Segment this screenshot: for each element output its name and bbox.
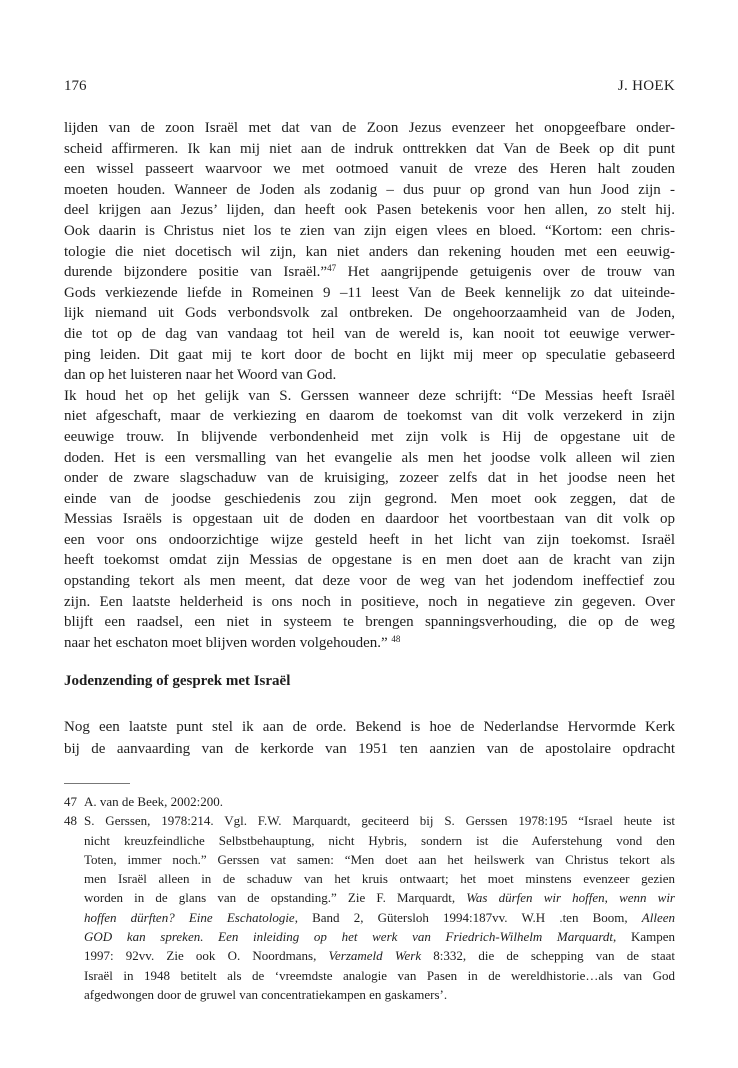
text-segment: einde van de joodse geschiedenis zou zijn gegrond. Men moet ook zeggen, dat de [64,490,675,507]
footnotes [64,792,675,1004]
text-line [64,386,675,407]
text-segment: worden in de glans van de opstanding.” Zie F. Marquardt, [84,890,467,906]
text-segment: Ook daarin is Christus niet los te zien van zijn eigen vlees en bloed. “Kortom: een chris- [64,222,675,239]
text-segment: men Israël alleen in de schaduw van het kruis ontwaart; het moet minstens evenzeer gezien [84,871,675,887]
text-segment: Messias Israëls is opgestaan uit de doden en daardoor het voortbestaan van dit volk op [64,511,675,528]
text-line [64,448,675,469]
footnote-ref[interactable]: 47 [327,263,337,274]
text-segment: 1997: 92vv. Zie ook O. Noordmans, [84,948,329,964]
text-line [84,985,675,1004]
text-line [64,159,675,180]
text-line [64,262,675,283]
text-segment: doden. Het is een versmalling van het evangelie als men het joodse volk alleen wil zien [64,449,675,466]
text-line [64,612,675,633]
text-line [64,716,675,738]
text-segment: durende bijzondere positie van Israël.” [64,264,328,281]
text-line [64,283,675,304]
text-segment: afgedwongen door de gruwel van concentratiekampen en gaskamers’. [84,986,448,1002]
text-line [84,966,675,985]
text-line [64,221,675,242]
text-segment: ping leiden. Dit gaat mij te kort door de bocht en lijkt mij meer op speculatie gebaseerd [64,346,675,363]
text-line [64,571,675,592]
page-number: 176 [64,78,87,94]
italic-text: GOD kan spreken. Een inleiding op het werk van Friedrich-Wilhelm Marquardt [84,929,614,945]
text-line [84,927,675,946]
text-segment: eeuwige trouw. In blijvende verbondenheid met zijn volk is Hij de opgestane uit de [64,428,675,445]
footnote-ref[interactable]: 48 [391,633,401,644]
text-segment: , Band 2, Gütersloh 1994:187vv. W.H .ten Boom, [294,909,642,925]
italic-text: Alleen [641,909,675,925]
section-heading: Jodenzending of gesprek met Israël [64,673,291,689]
text-segment: S. Gerssen, 1978:214. Vgl. F.W. Marquardt, geciteerd bij S. Gerssen 1978:195 “Israel heute ist [84,813,675,829]
italic-text: Verzameld Werk [328,948,422,964]
text-segment: een voor ons ondoorzichtige wijze gesteld heeft in het licht van zijn toekomst. Israël [64,531,675,548]
text-line [64,242,675,263]
text-line [64,118,675,139]
text-segment: 8:332, die de schepping van de staat [421,948,676,964]
text-line [64,509,675,530]
text-segment: dan op het luisteren naar het Woord van God. [64,367,337,384]
running-head: J. HOEK [617,78,675,94]
text-line [84,908,675,927]
text-segment: , Kampen [613,929,675,945]
text-line [84,811,675,830]
body-text [64,118,675,653]
text-line [64,345,675,366]
text-segment: bij de aanvaarding van de kerkorde van 1951 ten aanzien van de apostolaire opdracht [64,741,675,757]
text-segment: Israël in 1948 betitelt als de ‘vreemdste analogie van Pasen in de wereldhistorie…als van God [84,967,675,983]
text-line [64,365,675,386]
text-line [64,180,675,201]
text-line [84,946,675,965]
text-line [64,406,675,427]
text-segment: onder de zware slagschaduw van de kruisiging, zozeer zelfs dat in het joodse neen het [64,470,675,487]
text-line [64,324,675,345]
text-line [64,468,675,489]
footnote-number: 47 [64,794,77,809]
italic-text: Was dürfen wir hoffen, wenn wir [466,890,675,906]
text-segment: niet afgeschaft, maar de verkiezing en daarom de toekomst van dit volk verzekerd in zijn [64,408,675,425]
text-segment: scheid affirmeren. Ik kan mij niet aan de indruk onttrekken dat Van de Beek op dit punt [64,140,675,157]
text-segment: A. van de Beek, 2002:200. [84,794,224,809]
text-line [64,738,675,760]
text-segment: moeten houden. Wanneer de Joden als zodanig – dus puur op grond van hun Jood zijn - [64,181,675,198]
text-line [84,831,675,850]
text-segment: deel krijgen aan Jezus’ lijden, dan heeft ook Pasen betekenis voor hen allen, zo stelt hij. [64,202,675,219]
text-segment: lijk niemand uit Gods verbondsvolk zal ontbreken. De ongehoorzaamheid van de Joden, [64,305,675,322]
text-segment: heeft toekomst omdat zijn Messias de opgestane is en men doet aan de kracht van zijn [64,552,675,569]
text-line [84,850,675,869]
footnote-separator [64,783,130,784]
body-text-continued [64,716,675,760]
text-line [64,139,675,160]
footnote [64,792,675,811]
text-segment: een wissel passeert waarvoor we met ootmoed vanuit de vreze des Heren halt zouden [64,161,675,178]
text-segment: naar het eschaton moet blijven worden volgehouden.” [64,634,392,651]
text-line [64,427,675,448]
text-line [64,633,675,654]
text-line [84,888,675,907]
text-segment: lijden van de zoon Israël met dat van de Zoon Jezus evenzeer het onopgeefbare onder- [64,120,675,136]
footnote-number: 48 [64,813,77,829]
text-line [64,303,675,324]
italic-text: hoffen dürften? Eine Eschatologie [84,909,295,925]
text-segment: Toten, immer noch.” Gerssen vat samen: “Men doet aan het heilswerk van Christus tekort als [84,851,675,867]
text-line [64,200,675,221]
text-line [84,792,675,811]
text-segment: Gods verkiezende liefde in Romeinen 9 –11 leest Van de Beek kennelijk zo dat uiteinde- [64,284,675,301]
text-segment: opstanding tekort als men meent, dat deze voor de weg van het jodendom ineffectief zou [64,573,675,590]
text-line [84,869,675,888]
text-line [64,592,675,613]
text-segment: tologie die niet docetisch wil zijn, kan niet anders dan rekening houden met een eeuwig- [64,243,675,260]
footnote [64,811,675,1004]
text-segment: zijn. Een laatste helderheid is ons noch in positieve, noch in negatieve zin gegeven. Over [64,593,675,610]
text-segment: Ik houd het op het gelijk van S. Gerssen wanneer deze schrijft: “De Messias heeft Israël [64,387,675,404]
text-segment: nicht kreuzfeindliche Selbstbehauptung, nicht Hybris, sondern ist die Auferstehung vond den [84,832,675,848]
text-line [64,489,675,510]
text-line [64,530,675,551]
text-line [64,550,675,571]
text-segment: die tot op de dag van vandaag tot heil van de wereld is, kan nooit tot eeuwige verwer- [64,325,675,342]
text-segment: Nog een laatste punt stel ik aan de orde. Bekend is hoe de Nederlandse Hervormde Kerk [64,719,675,735]
text-segment: Het aangrijpende getuigenis over de trouw van [336,264,675,281]
text-segment: blijft een raadsel, een niet in systeem te brengen spanningsverhouding, die op de weg [64,614,675,631]
